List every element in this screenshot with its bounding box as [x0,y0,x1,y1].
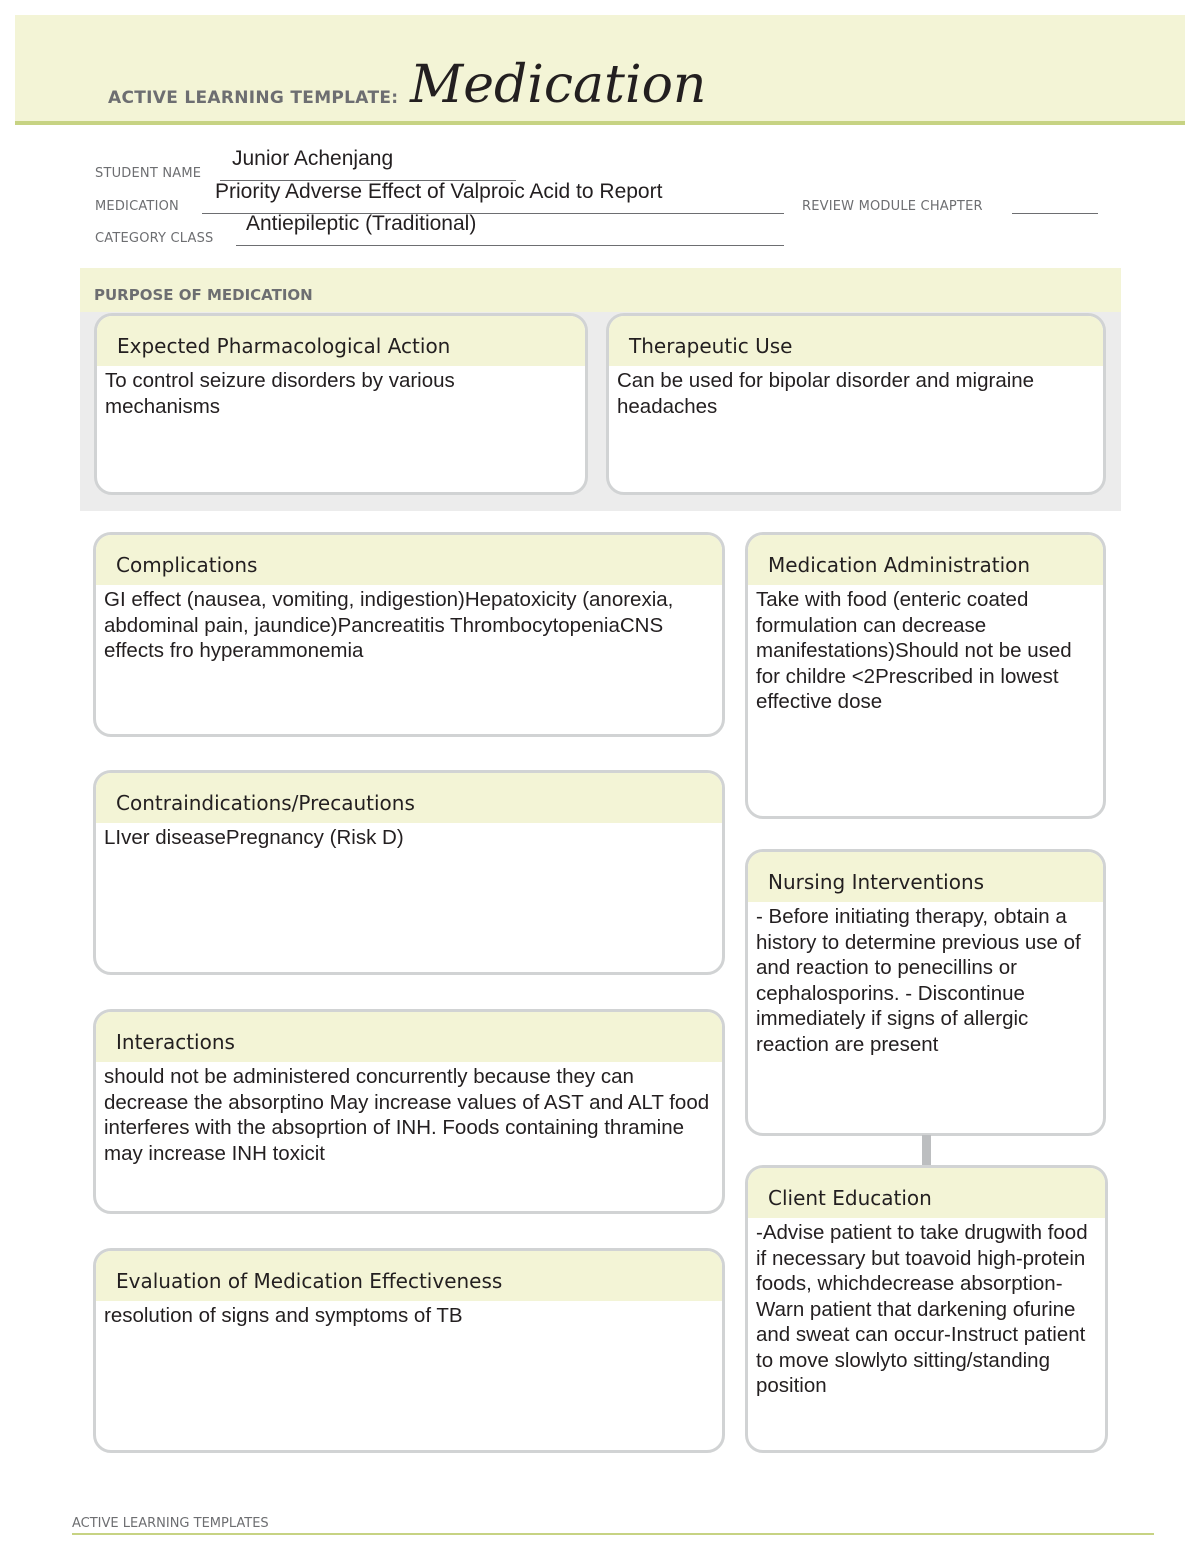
footer-label: ACTIVE LEARNING TEMPLATES [72,1516,269,1531]
complications-text[interactable]: GI effect (nausea, vomiting, indigestion)Hepatoxicity (anorexia, abdominal pain, jaundice)Pancreatitis ThrombocytopeniaCNS effects fro hyperammonemia [104,588,674,662]
category-class-label: CATEGORY CLASS [95,231,214,246]
administration-title: Medication Administration [768,553,1031,577]
medication-label: MEDICATION [95,199,179,214]
expected-action-title: Expected Pharmacological Action [117,334,451,358]
contraindications-text[interactable]: LIver diseasePregnancy (Risk D) [104,826,404,849]
evaluation-title: Evaluation of Medication Effectiveness [116,1269,503,1293]
interactions-card [93,1009,725,1214]
nursing-interventions-card [745,849,1106,1136]
expected-action-card [94,313,588,495]
client-education-title: Client Education [768,1186,932,1210]
interactions-title: Interactions [116,1030,235,1054]
evaluation-card [93,1248,725,1453]
purpose-label: PURPOSE OF MEDICATION [94,286,313,304]
contraindications-title: Contraindications/Precautions [116,791,415,815]
nursing-interventions-text[interactable]: - Before initiating therapy, obtain a history to determine previous use of and reaction to penecillins or cephalosporins. - Discontinue immediately if signs of allergic reaction are present [756,905,1081,1056]
client-education-text[interactable]: -Advise patient to take drugwith food if necessary but toavoid high-protein foods, whichdecrease absorption-Warn patient that darkening ofurine and sweat can occur-Instruct patient to move slowlyto sitting/standing position [756,1221,1088,1397]
interactions-text[interactable]: should not be administered concurrently because they can decrease the absorptino May increase values of AST and ALT food interferes with the absoprtion of INH. Foods containing thramine may increase INH toxicit [104,1065,710,1165]
student-name-value[interactable]: Junior Achenjang [232,147,394,170]
footer-rule [72,1533,1154,1535]
administration-text[interactable]: Take with food (enteric coated formulation can decrease manifestations)Should not be used for childre <2Prescribed in lowest effective dose [756,588,1072,713]
administration-card [745,532,1106,819]
template-label: ACTIVE LEARNING TEMPLATE: [108,88,399,108]
expected-action-text[interactable]: To control seizure disorders by various mechanisms [105,369,455,418]
category-class-value[interactable]: Antiepileptic (Traditional) [246,212,477,235]
template-title: Medication [410,55,707,115]
evaluation-text[interactable]: resolution of signs and symptoms of TB [104,1304,463,1327]
complications-title: Complications [116,553,258,577]
connector-bar [922,1135,931,1167]
therapeutic-use-title: Therapeutic Use [629,334,793,358]
therapeutic-use-card [606,313,1106,495]
therapeutic-use-text[interactable]: Can be used for bipolar disorder and migraine headaches [617,369,1035,418]
review-module-line [1012,213,1098,214]
nursing-interventions-title: Nursing Interventions [768,870,985,894]
student-name-label: STUDENT NAME [95,166,202,181]
client-education-card [745,1165,1108,1453]
review-module-label: REVIEW MODULE CHAPTER [802,199,983,214]
category-class-line [236,245,784,246]
complications-card [93,532,725,737]
contraindications-card [93,770,725,975]
medication-value[interactable]: Priority Adverse Effect of Valproic Acid to Report [215,180,663,203]
header-rule [15,121,1185,125]
